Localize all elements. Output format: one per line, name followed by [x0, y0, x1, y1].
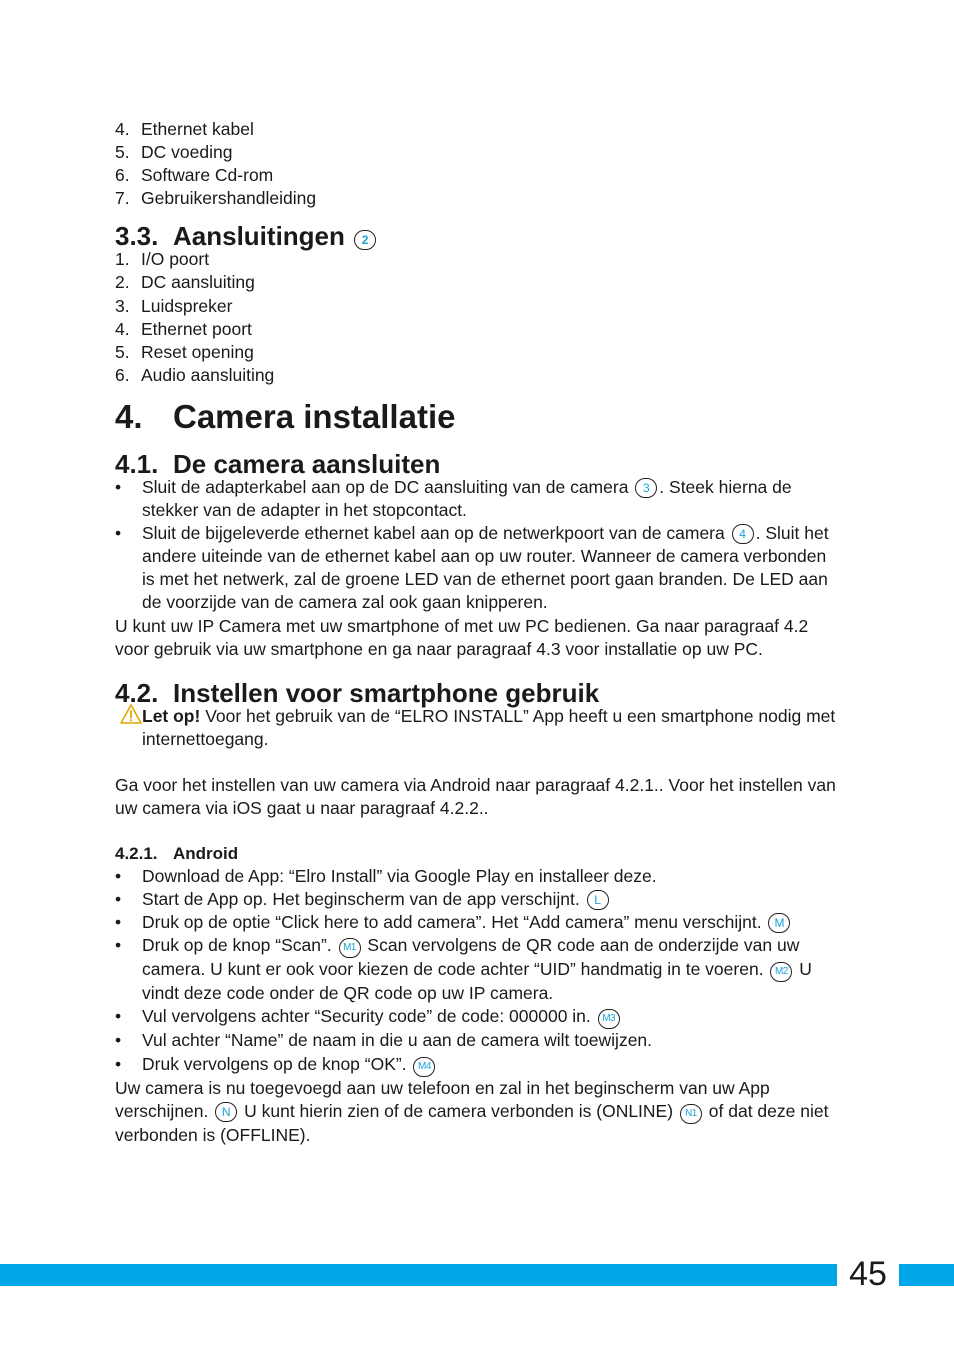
- callout-badge-n1: N1: [680, 1104, 702, 1124]
- footer-bar: [0, 1264, 954, 1286]
- list-item: • Download de App: “Elro Install” via Google Play en installeer deze.: [115, 866, 657, 887]
- callout-badge-3: 3: [635, 478, 657, 498]
- list-item: 4. Ethernet kabel: [115, 119, 254, 139]
- list-item: 1. I/O poort: [115, 249, 210, 270]
- heading-de-camera-aansluiten: 4.1. De camera aansluiten: [115, 448, 441, 479]
- page-content: [115, 118, 840, 1147]
- connections-list: [115, 248, 840, 387]
- list-item: • Vul vervolgens achter “Security code” de code: 000000 in. M3: [115, 1005, 840, 1029]
- heading-camera-installatie: 4. Camera installatie: [115, 397, 456, 435]
- callout-badge-m2: M2: [770, 962, 792, 982]
- list-item: • Sluit de bijgeleverde ethernet kabel aan op de netwerkpoort van de camera 4 . Sluit het andere uiteinde van de ethernet kabel aan op uw router. Wanneer de camera verbonden is met het netwerk, zal de groene LED van de ethernet poort gaan branden. De LED aan de voorzijde van de camera zal ook gaan knipperen.: [115, 523, 829, 613]
- list-item: 6. Audio aansluiting: [115, 364, 275, 385]
- list-item: • Sluit de adapterkabel aan op de DC aansluiting van de camera 3 . Steek hierna de stekker van de adapter in het stopcontact.: [115, 476, 792, 521]
- box-contents-list: [115, 118, 840, 210]
- paragraph: U kunt uw IP Camera met uw smartphone of met uw PC bedienen. Ga naar paragraaf 4.2 voor gebruik via uw smartphone en ga naar paragraaf 4.3 voor installatie op uw PC.: [115, 615, 809, 659]
- heading-aansluitingen: 3.3. Aansluitingen 2: [115, 221, 840, 251]
- callout-badge-4: 4: [732, 524, 754, 544]
- callout-badge-m: M: [768, 913, 790, 933]
- heading-android: 4.2.1. Android: [115, 844, 239, 864]
- warning-icon: [120, 704, 142, 724]
- list-item: 6. Software Cd-rom: [115, 165, 274, 186]
- note-label: Let op!: [142, 705, 201, 726]
- callout-badge-n: N: [215, 1102, 237, 1122]
- heading-instellen-smartphone: 4.2. Instellen voor smartphone gebruik: [115, 677, 600, 708]
- paragraph: Ga voor het instellen van uw camera via Android naar paragraaf 4.2.1.. Voor het instellen van uw camera via iOS gaat u naar paragraaf 4.2.2..: [115, 774, 836, 818]
- android-steps-list: [115, 865, 840, 1076]
- callout-badge-m4: M4: [413, 1057, 435, 1077]
- warning-note: Let op! Voor het gebruik van de “ELRO INSTALL” App heeft u een smartphone nodig met internettoegang.: [115, 705, 840, 751]
- callout-badge-m3: M3: [598, 1009, 620, 1029]
- paragraph: Uw camera is nu toegevoegd aan uw telefoon en zal in het beginscherm van uw App verschijnen. N U kunt hierin zien of de camera verbonden is (ONLINE) N1 of dat deze niet verbonden is (OFFLINE).: [115, 1077, 829, 1145]
- list-item: 5. Reset opening: [115, 341, 254, 362]
- page-number: 45: [849, 1255, 887, 1293]
- list-item: • Druk op de knop “Scan”. M1 Scan vervolgens de QR code aan de onderzijde van uw camera. U kunt er ook voor kiezen de code achter “UID” handmatig in te voeren. M2 U vindt deze code onder de QR code op uw IP camera.: [115, 935, 812, 1004]
- list-item: 2. DC aansluiting: [115, 272, 255, 293]
- callout-badge-l: L: [587, 890, 609, 910]
- list-item: 4. Ethernet poort: [115, 318, 252, 339]
- callout-badge-m1: M1: [339, 938, 361, 958]
- list-item: • Druk vervolgens op de knop “OK”. M4: [115, 1053, 840, 1077]
- list-item: 7. Gebruikershandleiding: [115, 188, 317, 209]
- list-item: 5. DC voeding: [115, 142, 233, 163]
- connect-steps-list: [115, 476, 840, 615]
- list-item: 3. Luidspreker: [115, 295, 233, 316]
- callout-badge-2: 2: [354, 230, 376, 250]
- list-item: • Vul achter “Name” de naam in die u aan de camera wilt toewijzen.: [115, 1030, 653, 1051]
- list-item: • Druk op de optie “Click here to add camera”. Het “Add camera” menu verschijnt. M: [115, 911, 840, 934]
- list-item: • Start de App op. Het beginscherm van de app verschijnt. L: [115, 888, 840, 911]
